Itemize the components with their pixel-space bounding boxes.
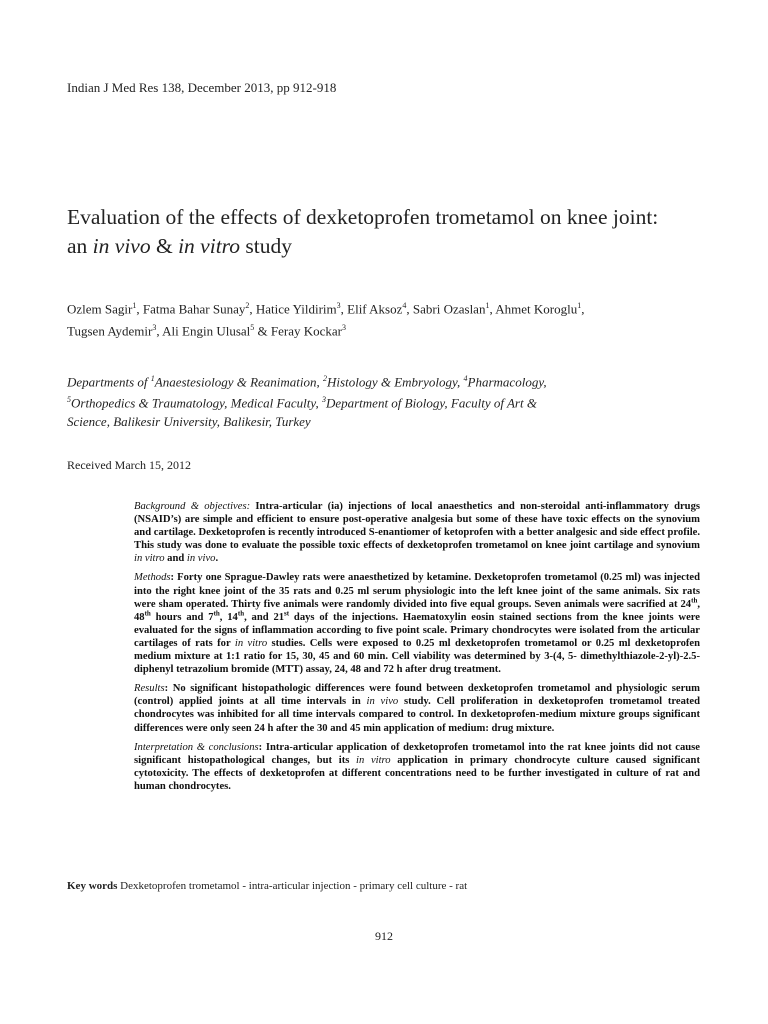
author-affil-marker: 3: [341, 323, 346, 333]
page-number: 912: [375, 929, 393, 943]
ordinal-suffix: th: [213, 609, 220, 618]
affiliation-line-3: Science, Balikesir University, Balikesir, Turkey: [67, 413, 311, 429]
keywords-text: Dexketoprofen trometamol - intra-articular injection - primary cell culture - rat: [117, 880, 468, 892]
author-name: , Ali Engin Ulusal: [156, 323, 251, 339]
author-affil-marker: 4: [402, 301, 407, 310]
affiliation-text: Departments of: [67, 374, 151, 390]
author-name: , Hatice Yildirim: [249, 301, 337, 317]
title-text: an: [67, 234, 93, 258]
affiliation-line-2: [67, 391, 687, 412]
ordinal-suffix: th: [144, 609, 151, 618]
italic-term: in vivo: [186, 553, 216, 565]
author-affil-marker: 5: [250, 323, 255, 333]
author-affil-marker: 1: [577, 301, 582, 310]
author-affil-marker: 3: [152, 323, 157, 333]
author-affil-marker: 1: [485, 301, 490, 310]
section-heading: Background & objectives:: [134, 501, 251, 512]
affiliation-text: Department of Biology, Faculty of Art &: [325, 395, 537, 411]
journal-citation: Indian J Med Res 138, December 2013, pp 912-918: [67, 80, 337, 95]
section-text: application in primary chondrocyte culture caused significant cytotoxicity. The effects of dexketoprofen at different concentrations need to be further investigated in culture of rat and human chondrocytes.: [134, 754, 700, 792]
affil-marker: 3: [321, 395, 326, 405]
section-text: .: [215, 553, 219, 565]
author-line-1: [67, 296, 707, 318]
author-name: Tugsen Aydemir: [67, 323, 153, 339]
author-name: & Feray Kockar: [254, 323, 342, 339]
section-text: studies. Cells were exposed to 0.25 ml dexketoprofen trometamol or 0.25 ml dexketoprofen medium mixture at 1:1 ratio for 15, 30, 45 and 60 min. Cell viability was determined by 3-(4, 5- dimethylthiazole-2-yl)-2.5-diphenyl tetrazolium bromide (MTT) assay, 24, 48 and 72 h after drug treatment.: [134, 637, 701, 676]
affil-marker: 1: [150, 374, 155, 383]
title-italic: in vivo: [92, 234, 151, 258]
italic-term: in vitro: [134, 553, 165, 565]
author-name: , Elif Aksoz: [340, 301, 403, 317]
ordinal-suffix: th: [691, 596, 698, 605]
author-affil-marker: 2: [245, 301, 250, 310]
section-text: Intra-articular (ia) injections of local anaesthetics and non-steroidal anti-inflammatory drugs (NSAID’s) are simple and efficient to ensure post-operative analgesia but some of these have toxic effects on the synovium and cartilage. Dexketoprofen is recently introduced S-enantiomer of ketoprofen with a better analgesic and side effect profile. This study was done to evaluate the possible toxic effects of dexketoprofen trometamol on knee joint cartilage and synovium: [134, 501, 700, 552]
section-text: hours and 7: [150, 611, 214, 623]
section-text: , 48: [134, 598, 700, 623]
article-title: [67, 203, 727, 261]
section-heading: Methods: [134, 572, 171, 584]
affiliation-line-1: [67, 370, 687, 391]
keywords-heading: Key words: [67, 880, 118, 892]
title-text: study: [240, 234, 292, 258]
affil-marker: 5: [67, 395, 71, 405]
title-text: &: [150, 234, 179, 258]
abstract-results: [134, 682, 700, 734]
author-separator: ,: [581, 301, 585, 317]
title-italic: in vitro: [178, 234, 240, 258]
author-name: Ozlem Sagir: [67, 301, 133, 317]
section-text: : No significant histopathologic differences were found between dexketoprofen trometamol and physiologic serum (control) applied joints at all time intervals in: [134, 683, 700, 708]
italic-term: in vivo: [366, 696, 399, 708]
author-name: , Ahmet Koroglu: [489, 301, 578, 317]
author-affil-marker: 1: [132, 301, 137, 310]
section-text: : Intra-articular application of dexketoprofen trometamol into the rat knee joints did not cause significant histopathological changes, but its: [134, 741, 700, 766]
author-name: , Sabri Ozaslan: [406, 301, 486, 317]
affiliation-text: Orthopedics & Traumatology, Medical Faculty,: [71, 395, 322, 411]
section-text: , and 21: [244, 611, 285, 623]
received-date: Received March 15, 2012: [67, 458, 191, 472]
section-heading: Results: [134, 683, 165, 695]
section-text: , 14: [219, 611, 238, 623]
italic-term: in vitro: [356, 754, 391, 766]
author-list: [67, 296, 707, 341]
affil-marker: 4: [463, 374, 468, 383]
affiliation-text: Pharmacology,: [467, 374, 547, 390]
title-line-2: [67, 232, 727, 261]
ordinal-suffix: th: [237, 609, 245, 618]
section-text: study. Cell proliferation in dexketoprofen trometamol treated chondrocytes was inhibited for all time intervals compared to control. In dexketoprofen-medium mixture groups significant differences were only seen 24 h after the 30 and 45 min application of medium: drug mixture.: [134, 696, 700, 734]
affiliation-text: Histology & Embryology,: [327, 374, 464, 390]
abstract-conclusions: [134, 741, 700, 793]
affiliation-text: Anaestesiology & Reanimation,: [154, 374, 324, 390]
abstract: [134, 500, 700, 799]
affil-marker: 2: [323, 374, 328, 383]
author-affil-marker: 3: [336, 301, 341, 310]
abstract-background: [134, 500, 700, 565]
title-line-1: Evaluation of the effects of dexketoprofen trometamol on knee joint:: [67, 205, 659, 229]
section-text: : Forty one Sprague-Dawley rats were anaesthetized by ketamine. Dexketoprofen trometamol (0.25 ml) was injected into the right knee joint of the 35 rats and 0.25 ml serum physiologic into the left knee joint of the same animals. Six rats were sham operated. Thirty five animals were randomly divided into five equal groups. Seven animals were sacrified at 24: [134, 572, 700, 610]
author-line-2: [67, 318, 707, 340]
ordinal-suffix: st: [284, 609, 290, 618]
section-heading: Interpretation & conclusions: [134, 741, 259, 753]
affiliations: [67, 370, 687, 431]
author-name: , Fatma Bahar Sunay: [136, 301, 246, 317]
section-text: and: [164, 553, 187, 565]
keywords: [67, 880, 707, 892]
abstract-methods: [134, 571, 700, 676]
italic-term: in vitro: [234, 637, 268, 649]
section-text: days of the injections. Haematoxylin eosin stained sections from the knee joints were evaluated for the signs of inflammation according to five point scale. Primary chondrocytes were isolated from the articular cartilages of rats for: [134, 611, 700, 649]
